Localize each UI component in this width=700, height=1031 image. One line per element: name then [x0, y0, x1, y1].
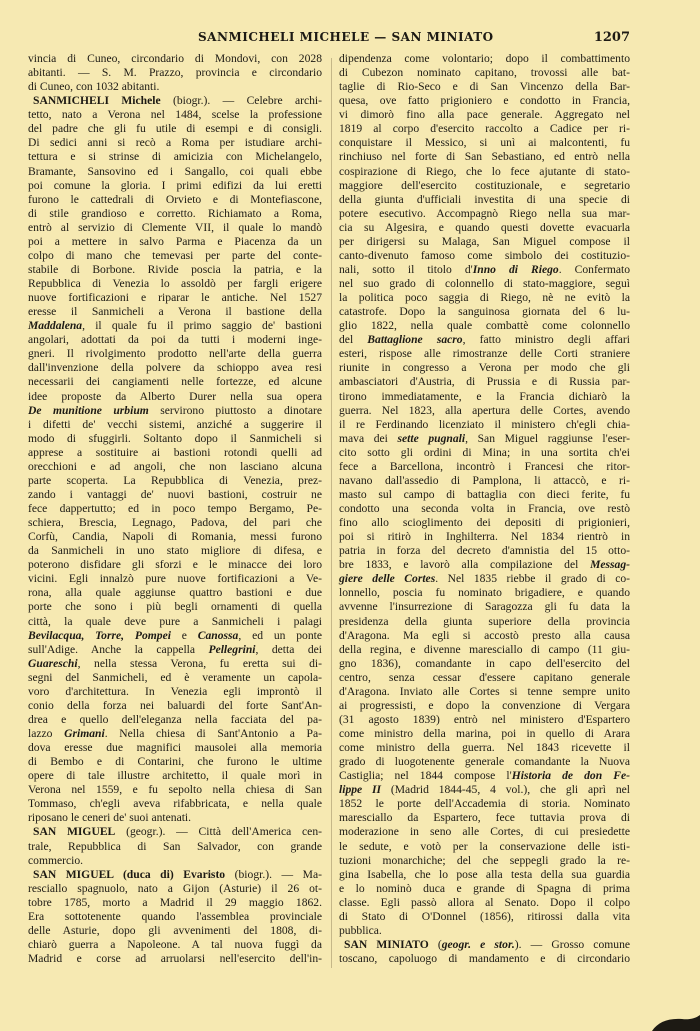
line-text: il re Ferdinando licenziato il ministero ch'egli chia- [339, 417, 630, 431]
text-line [339, 263, 630, 277]
text-line [339, 840, 630, 854]
line-text: vi dimorò fino alla pace generale. Aggregato nel [339, 108, 630, 122]
line-text: opere di tale illustre architetto, il quale morì in [28, 769, 322, 783]
line-text: voro d'architettura. In Venezia egli improntò il [28, 684, 322, 698]
line-text: idee proposte da Alberto Durer nella sua opera [28, 389, 322, 403]
text-line [28, 643, 322, 657]
text-line [28, 600, 322, 614]
line-text: bre 1833, e lavorò alla compilazione del [339, 558, 591, 572]
text-line [339, 305, 630, 319]
text-line [28, 333, 322, 347]
italic-term: Messag- [590, 558, 630, 572]
line-text: lazzo [28, 727, 65, 740]
line-text: e lo nominò duca e grande di Spagna di prima [339, 881, 630, 895]
text-line [28, 685, 322, 699]
line-text: Corfù, Candia, Napoli di Romania, messi furono [28, 530, 322, 544]
entry-headword: SANMICHELI Michele [33, 94, 161, 108]
line-text: , ed un ponte [238, 628, 322, 642]
text-line [339, 685, 630, 699]
line-text: parte scoperta. La Repubblica di Venezia, prez- [28, 473, 322, 487]
text-line [28, 446, 322, 460]
text-line [339, 558, 630, 572]
line-text: dova eresse due magnifici mausolei alla memoria [28, 741, 322, 755]
text-line [28, 629, 322, 643]
line-text: segni del Sanmicheli, ed è veramente un capola- [28, 670, 322, 684]
text-line [339, 474, 630, 488]
line-text: Bramante, Sansovino ed i Sangallo, coi quali ebbe [28, 164, 322, 178]
line-text: drea e quello dell'eleganza nella facciata del pa- [28, 712, 322, 726]
line-text: , San Miguel raggiunse l'eser- [465, 431, 630, 445]
line-text: dall'invenzione della polvere da schioppo avea resi [28, 361, 322, 375]
line-text: necessarii dei cangiamenti nelle fortezze, ed alcune [28, 375, 322, 389]
text-line [339, 811, 630, 825]
italic-term: Maddalena [28, 319, 83, 333]
text-line [28, 825, 322, 839]
text-line [339, 502, 630, 516]
text-line [28, 854, 322, 868]
text-line [28, 179, 322, 193]
line-text: città, la quale deve pure a Sanmicheli i palagi [28, 614, 322, 628]
text-line [28, 713, 322, 727]
text-line [28, 882, 322, 896]
line-text: nali, sotto il titolo d' [339, 262, 473, 276]
text-line [339, 277, 630, 291]
line-text: sull'Adige. Anche la cappella [28, 642, 209, 656]
line-text: riposano le ceneri de' suoi antenati. [28, 811, 192, 825]
text-line [339, 924, 630, 938]
line-text: ( [428, 937, 442, 951]
text-line [28, 418, 322, 432]
text-line [339, 516, 630, 530]
line-text: angolari, adottati da poi da tutti i moderni inge- [28, 333, 322, 347]
line-text: masto sul campo di battaglia con dieci ferite, fu [339, 487, 630, 501]
text-line [339, 193, 630, 207]
italic-term: Pellegrini [208, 642, 256, 656]
text-line [339, 361, 630, 375]
left-column [28, 52, 322, 966]
line-text: come ministro della guerra. Nel 1843 ricevette il [339, 741, 630, 755]
line-text: zando i vantaggi de' nuovi bastioni, costruir ne [28, 487, 322, 501]
text-line [28, 404, 322, 418]
line-text: i difetti de' vecchi sistemi, anziché a suggerire il [28, 417, 322, 431]
line-text: Era sottotenente quando l'assemblea provinciale [28, 909, 322, 923]
line-text: stabile di Borbone. Rivide poscia la patria, e la [28, 262, 322, 276]
line-text: per dirigersi su Malaga, San Miguel compose il [339, 234, 630, 248]
italic-term: Battaglione sacro [367, 333, 463, 347]
line-text: entrò al servizio di Clemente VII, il quale lo mandò [28, 220, 322, 234]
line-text: da Sanmicheli in uno stato migliore di difesa, e [28, 544, 322, 558]
text-line [28, 291, 322, 305]
text-line [339, 66, 630, 80]
line-text: poi comune la gloria. I primi edifizi da lui eretti [28, 178, 322, 192]
text-line [339, 94, 630, 108]
line-text: gno 1836), comandante in capo dell'esercito del [339, 656, 630, 670]
text-line [28, 741, 322, 755]
text-line [339, 797, 630, 811]
line-text: tetto, nato a Verona nel 1484, scelse la professione [28, 108, 322, 122]
text-line [339, 432, 630, 446]
line-text: lonnello, poscia fu nominato brigadiere, e quando [339, 586, 630, 600]
column-divider [331, 58, 332, 968]
line-text: Castiglia; nel 1844 compose l' [339, 769, 512, 783]
line-text: di Stato di O'Donnel (1856), ritirossi dalla vita [339, 909, 630, 923]
line-text: trale, Repubblica di San Salvador, con grande [28, 839, 322, 853]
line-text: fece a Barcellona, incontrò i Francesi che ritor- [339, 459, 630, 473]
line-text: , detta dei [255, 642, 322, 656]
text-line [28, 657, 322, 671]
text-line [28, 516, 322, 530]
text-line [28, 840, 322, 854]
text-line [28, 80, 322, 94]
text-line [339, 572, 630, 586]
text-line [339, 347, 630, 361]
line-text: ambasciatori d'Austria, di Prussia e di Russia par- [339, 375, 630, 389]
line-text: avvenne l'insurrezione di Saragozza gli fu data la [339, 600, 630, 614]
line-text: Tommaso, ch'egli aveva rifabbricata, e nella quale [28, 797, 322, 811]
italic-term: De munitione urbium [28, 403, 149, 417]
text-line [339, 882, 630, 896]
line-text: orecchioni e ad angoli, che non lasciano alcuna [28, 459, 322, 473]
line-text: del padre che gli fu utile di esempi e di consigli. [28, 122, 322, 136]
text-line [28, 671, 322, 685]
line-text: schiera, Brescia, Legnago, Padova, del pari che [28, 516, 322, 530]
text-line [339, 418, 630, 432]
text-line [28, 544, 322, 558]
line-text: di stile grandioso e corretto. Richiamato a Roma, [28, 206, 322, 220]
text-line [339, 600, 630, 614]
line-text: ). — Grosso comune [514, 937, 631, 951]
text-line [28, 586, 322, 600]
text-line [339, 52, 630, 66]
text-line [28, 938, 322, 952]
text-line [339, 136, 630, 150]
text-line [28, 615, 322, 629]
line-text: di Cuneo, con 1032 abitanti. [28, 80, 160, 94]
text-line [339, 375, 630, 389]
line-text: Repubblica di Venezia lo assoldò per fargli erigere [28, 277, 322, 290]
text-line [28, 305, 322, 319]
text-line [339, 460, 630, 474]
text-line [28, 94, 322, 108]
text-line [339, 727, 630, 741]
line-text: commercio. [28, 853, 84, 867]
page-number: 1207 [593, 30, 630, 45]
line-text: centro, senza cessar d'essere capitano generale [339, 670, 630, 684]
entry-headword: SAN MIGUEL (duca di) Evaristo [33, 867, 226, 881]
italic-term: Historia de don Fe- [511, 769, 631, 783]
line-text: come ministro della marina, poi in quello di Arara [339, 727, 630, 740]
text-line [28, 488, 322, 502]
text-line [28, 952, 322, 966]
text-line [339, 319, 630, 333]
text-line [28, 361, 322, 375]
line-text: porte che sono i più begli ornamenti di quella [28, 600, 322, 614]
text-line [339, 868, 630, 882]
text-line [28, 755, 322, 769]
text-line [28, 375, 322, 389]
line-text: toscano, capoluogo di mandamento e di circondario [339, 952, 630, 965]
text-line [339, 952, 630, 966]
text-line [339, 657, 630, 671]
text-line [28, 572, 322, 586]
line-text: patria in forza del decreto d'amnistia del 15 otto- [339, 544, 630, 558]
right-column [339, 52, 630, 966]
text-line [28, 207, 322, 221]
text-line [28, 474, 322, 488]
text-line [28, 52, 322, 66]
text-line [339, 896, 630, 910]
line-text: potere esecutivo. Accompagnò Riego nella sua mar- [339, 206, 630, 220]
line-text: nuove fortificazioni e riparar le antiche. Nel 1527 [28, 291, 322, 305]
line-text: . Confermato [558, 262, 630, 276]
text-line [28, 558, 322, 572]
text-line [339, 643, 630, 657]
text-line [28, 502, 322, 516]
line-text: della regina, e divenne maresciallo di campo (11 giu- [339, 642, 630, 656]
italic-term: giere delle Cortes [339, 572, 436, 586]
line-text: tettura e si strinse di amicizia con Michelangelo, [28, 150, 322, 164]
text-line [28, 811, 322, 825]
line-text: le sedute, e votò per la conservazione delle isti- [339, 839, 630, 853]
italic-term: Inno di Riego [472, 262, 559, 276]
text-line [28, 432, 322, 446]
text-line [339, 629, 630, 643]
line-text: presidenza della giunta superiore della provincia [339, 614, 630, 628]
text-line [28, 235, 322, 249]
line-text: (Madrid 1844-45, 4 vol.), che gli aprì nel [381, 783, 630, 797]
line-text: tuzioni monarchiche; del che seppegli grado la re- [339, 853, 630, 867]
text-line [28, 727, 322, 741]
line-text: d'Aragona. Ma egli si accostò presto alla causa [339, 628, 630, 642]
line-text: condotto una seconda volta in Francia, ove restò [339, 502, 630, 515]
text-line [339, 207, 630, 221]
entry-headword: SAN MINIATO [344, 937, 429, 951]
text-line [28, 699, 322, 713]
line-text: e [170, 628, 198, 642]
text-line [28, 277, 322, 291]
text-line [28, 783, 322, 797]
text-line [28, 263, 322, 277]
line-text: taglie di Rio-Seco e di San Vincenzo della Bar- [339, 80, 630, 94]
text-line [339, 671, 630, 685]
line-text: ai progressisti, e dopo la convenzione di Vergara [339, 698, 630, 712]
line-text: moderazione in seno alle Cortes, di cui presiedette [339, 825, 630, 839]
line-text: vincia di Cuneo, circondario di Mondovi, con 2028 [28, 52, 322, 65]
line-text: . Nel 1835 riebbe il grado di co- [435, 572, 631, 586]
line-text: mava dei [339, 431, 398, 445]
text-line [28, 896, 322, 910]
text-line [28, 249, 322, 263]
page-corner-mark [648, 1010, 700, 1031]
line-text: . Nella chiesa di Sant'Antonio a Pa- [104, 727, 322, 740]
line-text: canto-divenuto famoso come simbolo dei costituzio- [339, 248, 630, 262]
line-text: gina Isabella, che lo pose alla testa della sua guardia [339, 867, 630, 881]
line-text: poi si ritirò in Inghilterra. Nel 1834 rientrò in [339, 530, 630, 544]
text-line [339, 854, 630, 868]
line-text: esteri, rispose alle rimostranze delle Corti straniere [339, 347, 630, 361]
line-text: chiarò guerra a Napoleone. A tal nuova fuggì da [28, 937, 322, 951]
line-text: gneri. Il rivolgimento prodotto nell'arte della guerra [28, 347, 322, 361]
line-text: cia su Algesira, e quando questi dovette evacuarla [339, 220, 630, 234]
text-line [28, 530, 322, 544]
line-text: rinchiuso nel forte di San Sebastiano, ed entrò nella [339, 150, 630, 164]
text-line [339, 390, 630, 404]
text-line [28, 868, 322, 882]
text-line [28, 165, 322, 179]
text-line [339, 291, 630, 305]
line-text: poi a mettere in salvo Parma e Piacenza da un [28, 234, 322, 248]
line-text: Madrid e corse ad arruolarsi nell'esercito dell'in- [28, 952, 322, 965]
text-line [339, 530, 630, 544]
text-line [28, 122, 322, 136]
line-text: classe. Egli passò allora al Senato. Dopo il colpo [339, 895, 630, 909]
line-text: conio della forza nei baluardi del forte Sant'An- [28, 698, 322, 712]
line-text: maresciallo da Espartero, fece tuttavia prova di [339, 811, 630, 825]
line-text: 1852 le porte dell'Accademia di storia. Nominato [339, 797, 630, 811]
line-text: fece dappertutto; ed in poco tempo Bergamo, Pe- [28, 502, 322, 515]
line-text: navano dall'assedio di Pamplona, li attaccò, e ri- [339, 473, 630, 487]
line-text: maggiore dell'esercito costituzionale, e segretario [339, 178, 630, 192]
text-line [339, 150, 630, 164]
line-text: di Cubezon nominato capitano, trovossi alle bat- [339, 66, 630, 80]
line-text: vicini. Egli innalzò pure nuove fortificazioni a Ve- [28, 572, 322, 586]
line-text: d'Aragona. Inviato alle Cortes si tenne sempre unito [339, 684, 630, 698]
text-line [339, 755, 630, 769]
text-line [28, 66, 322, 80]
entry-headword: SAN MIGUEL [33, 825, 116, 839]
line-text: colpo di mano che temevasi per parte del conte- [28, 248, 322, 262]
text-line [28, 347, 322, 361]
line-text: fino allo scioglimento dei depositi di prigionieri, [339, 516, 630, 530]
line-text: catastrofe. Dopo la sanguinosa giornata del 6 lu- [339, 305, 630, 319]
text-line [28, 769, 322, 783]
italic-term: lippe II [339, 783, 382, 797]
line-text: (biogr.). — Ma- [225, 867, 322, 881]
text-line [339, 108, 630, 122]
line-text: , il quale fu il primo saggio de' bastioni [82, 319, 322, 333]
line-text: di Bembo e di Contarini, che furono le ultime [28, 755, 322, 769]
text-line [339, 404, 630, 418]
line-text: riunite in congresso a Verona per modo che gli [339, 361, 630, 375]
italic-term: Bevilacqua, Torre, Pompei [28, 628, 171, 642]
italic-term: Grimani [64, 727, 105, 740]
text-line [339, 938, 630, 952]
line-text: Verona nel 1559, e fu sepolto nella chiesa di San [28, 783, 322, 797]
text-line [339, 249, 630, 263]
line-text: , fatto ministro degli affari [462, 333, 630, 347]
text-line [339, 221, 630, 235]
line-text: Di sedici anni si recò a Roma per istudiare archi- [28, 136, 322, 150]
text-line [28, 390, 322, 404]
text-line [339, 80, 630, 94]
line-text: eresse il Sanmicheli a Verona il bastione della [28, 305, 322, 319]
line-text: furono le cattedrali di Orvieto e di Montefiascone, [28, 192, 322, 206]
text-line [339, 713, 630, 727]
line-text: (biogr.). — Celebre archi- [160, 94, 322, 108]
line-text: glio 1822, nella quale combattè come colonnello [339, 319, 630, 333]
line-text: pubblica. [339, 923, 382, 937]
line-text: conquistare il Messico, si unì ai malcontenti, fu [339, 136, 630, 150]
line-text: abitanti. — S. M. Prazzo, provincia e circondario [28, 66, 322, 80]
running-header [28, 30, 628, 50]
text-line [28, 910, 322, 924]
text-line [339, 179, 630, 193]
text-line [339, 165, 630, 179]
line-text: servirono piuttosto a dinotare [148, 403, 322, 417]
line-text: tirono immediatamente, e la Francia dichiarò la [339, 389, 630, 403]
line-text: grado di luogotenente generale comandante la Nuova [339, 755, 630, 769]
text-line [339, 910, 630, 924]
italic-term: Guareschi [28, 656, 78, 670]
line-text: dipendenza come volontario; dopo il combattimento [339, 52, 630, 65]
text-line [28, 221, 322, 235]
text-line [28, 797, 322, 811]
line-text: (geogr.). — Città dell'America cen- [115, 825, 322, 839]
text-line [339, 741, 630, 755]
text-line [28, 460, 322, 474]
text-line [28, 319, 322, 333]
text-line [28, 193, 322, 207]
text-line [339, 122, 630, 136]
line-text: nel suo grado di colonnello di stato-maggiore, seguì [339, 277, 630, 290]
text-line [339, 699, 630, 713]
line-text: resciallo spagnuolo, nato a Gijon (Asturie) il 26 ot- [28, 881, 322, 895]
text-line [339, 544, 630, 558]
text-line [339, 333, 630, 347]
text-line [339, 615, 630, 629]
text-line [28, 108, 322, 122]
text-line [339, 783, 630, 797]
text-line [339, 235, 630, 249]
line-text: cito sotto gli ordini di Mina; in una sortita ch'ei [339, 445, 630, 459]
header-title: SANMICHELI MICHELE — SAN MINIATO [198, 30, 494, 44]
italic-term: sette pugnali [397, 431, 466, 445]
italic-term: geogr. e stor. [441, 937, 515, 951]
text-line [339, 825, 630, 839]
line-text: 1819 al corpo d'esercito raccolto a Cadice per ri- [339, 122, 630, 136]
text-line [339, 586, 630, 600]
line-text: la politica poco saggia di Riego, nè ne evitò la [339, 291, 630, 305]
text-line [28, 150, 322, 164]
text-line [339, 488, 630, 502]
line-text: apprese a sostituire ai bastioni rotondi quelli ad [28, 445, 322, 459]
line-text: guerra. Nel 1823, alla apertura delle Cortes, avendo [339, 403, 630, 417]
text-line [339, 769, 630, 783]
line-text: delle Asturie, dopo gli avvenimenti del 1808, di- [28, 923, 322, 937]
line-text: cospirazione di Riego, che lo fece ajutante di stato- [339, 164, 630, 178]
line-text: rona, alla quale aggiunse quattro bastioni e due [28, 586, 322, 600]
line-text: della giunta d'ufficiali investita di una specie di [339, 192, 630, 206]
line-text: tobre 1785, morto a Madrid il 29 maggio 1862. [28, 895, 322, 909]
line-text: , nella stessa Verona, fu eretta sui di- [77, 656, 322, 670]
text-line [339, 446, 630, 460]
line-text: del [339, 333, 368, 347]
italic-term: Canossa [197, 628, 239, 642]
line-text: (31 agosto 1839) entrò nel ministero d'Espartero [339, 712, 630, 726]
line-text: modo di sfuggirli. Soltanto dopo il Sanmicheli si [28, 431, 322, 445]
line-text: quesa, ove fatto prigioniero e condotto in Francia, [339, 94, 630, 108]
text-line [28, 924, 322, 938]
text-line [28, 136, 322, 150]
line-text: poterono disfidare gli sforzi e le minacce dei loro [28, 558, 322, 572]
